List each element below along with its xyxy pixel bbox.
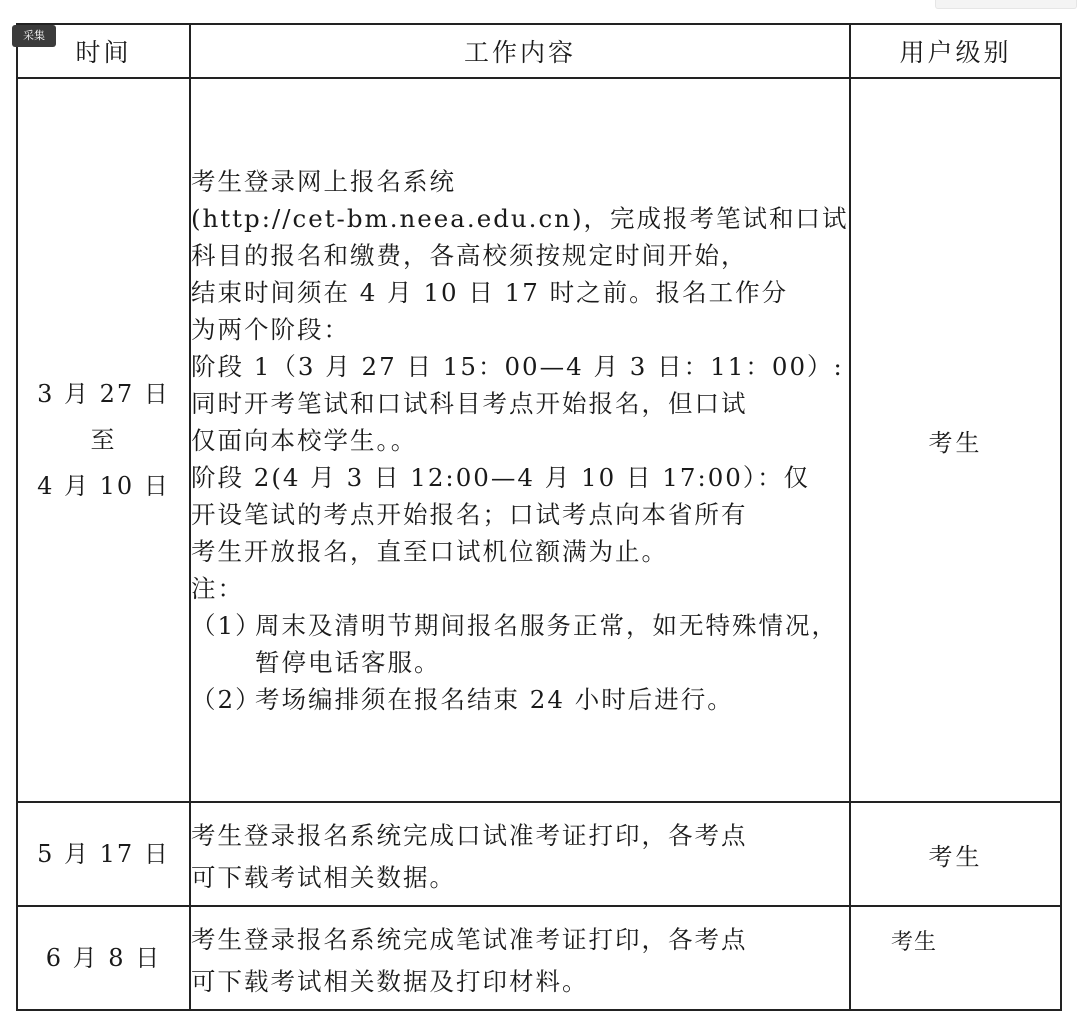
content-line: 注： (191, 573, 244, 603)
note-item (191, 681, 849, 718)
user-level-text: 考生 (891, 930, 938, 955)
content-line: 可下载考试相关数据。 (191, 863, 456, 892)
header-user-level: 用户级别 (850, 24, 1061, 78)
content-line: 同时开考笔试和口试科目考点开始报名，但口试 (191, 388, 748, 418)
content-line: 开设笔试的考点开始报名；口试考点向本省所有 (191, 499, 748, 529)
user-level-cell: 考生 (850, 78, 1061, 802)
time-cell (17, 78, 190, 802)
content-line: 阶段 1（3 月 27 日 15：00—4 月 3 日：11：00）: (191, 351, 844, 381)
note-number: （2） (191, 684, 262, 714)
time-cell (17, 906, 190, 1010)
content-line: 考生登录网上报名系统 (191, 166, 456, 196)
note-text: 考场编排须在报名结束 24 小时后进行。 (255, 684, 734, 714)
user-level-cell: 考生 (850, 802, 1061, 906)
content-cell (190, 906, 850, 1010)
table-row (17, 78, 1061, 802)
content-line: 阶段 2(4 月 3 日 12:00—4 月 10 日 17:00）：仅 (191, 462, 811, 492)
content-line: 可下载考试相关数据及打印材料。 (191, 967, 589, 996)
time-line: 6 月 8 日 (45, 944, 162, 972)
collect-badge[interactable]: 采集 (12, 25, 56, 47)
note-text: 周末及清明节期间报名服务正常，如无特殊情况，暂停电话客服。 (255, 610, 838, 677)
content-line: (http://cet-bm.neea.edu.cn)，完成报考笔试和口试 (191, 203, 849, 233)
note-number: （1） (191, 610, 262, 640)
content-line: 考生登录报名系统完成笔试准考证打印，各考点 (191, 925, 748, 954)
time-line: 3 月 27 日 (37, 380, 170, 408)
header-row (17, 24, 1061, 78)
table-row (17, 906, 1061, 1010)
time-cell (17, 802, 190, 906)
user-level-cell (850, 906, 1061, 1010)
time-line: 至 (90, 426, 117, 454)
top-right-tab[interactable] (935, 0, 1077, 9)
header-time: 时间 (17, 24, 190, 78)
header-content: 工作内容 (190, 24, 850, 78)
note-item (191, 607, 849, 681)
content-line: 仅面向本校学生。。 (191, 425, 418, 455)
content-line: 科目的报名和缴费，各高校须按规定时间开始， (191, 240, 748, 270)
content-cell (190, 802, 850, 906)
content-line: 结束时间须在 4 月 10 日 17 时之前。报名工作分 (191, 277, 789, 307)
content-cell (190, 78, 850, 802)
content-line: 考生登录报名系统完成口试准考证打印，各考点 (191, 821, 748, 850)
table-row (17, 802, 1061, 906)
time-line: 5 月 17 日 (37, 840, 170, 868)
time-line: 4 月 10 日 (37, 472, 170, 500)
content-line: 考生开放报名，直至口试机位额满为止。 (191, 536, 668, 566)
schedule-table (16, 23, 1062, 1011)
content-line: 为两个阶段： (191, 314, 350, 344)
